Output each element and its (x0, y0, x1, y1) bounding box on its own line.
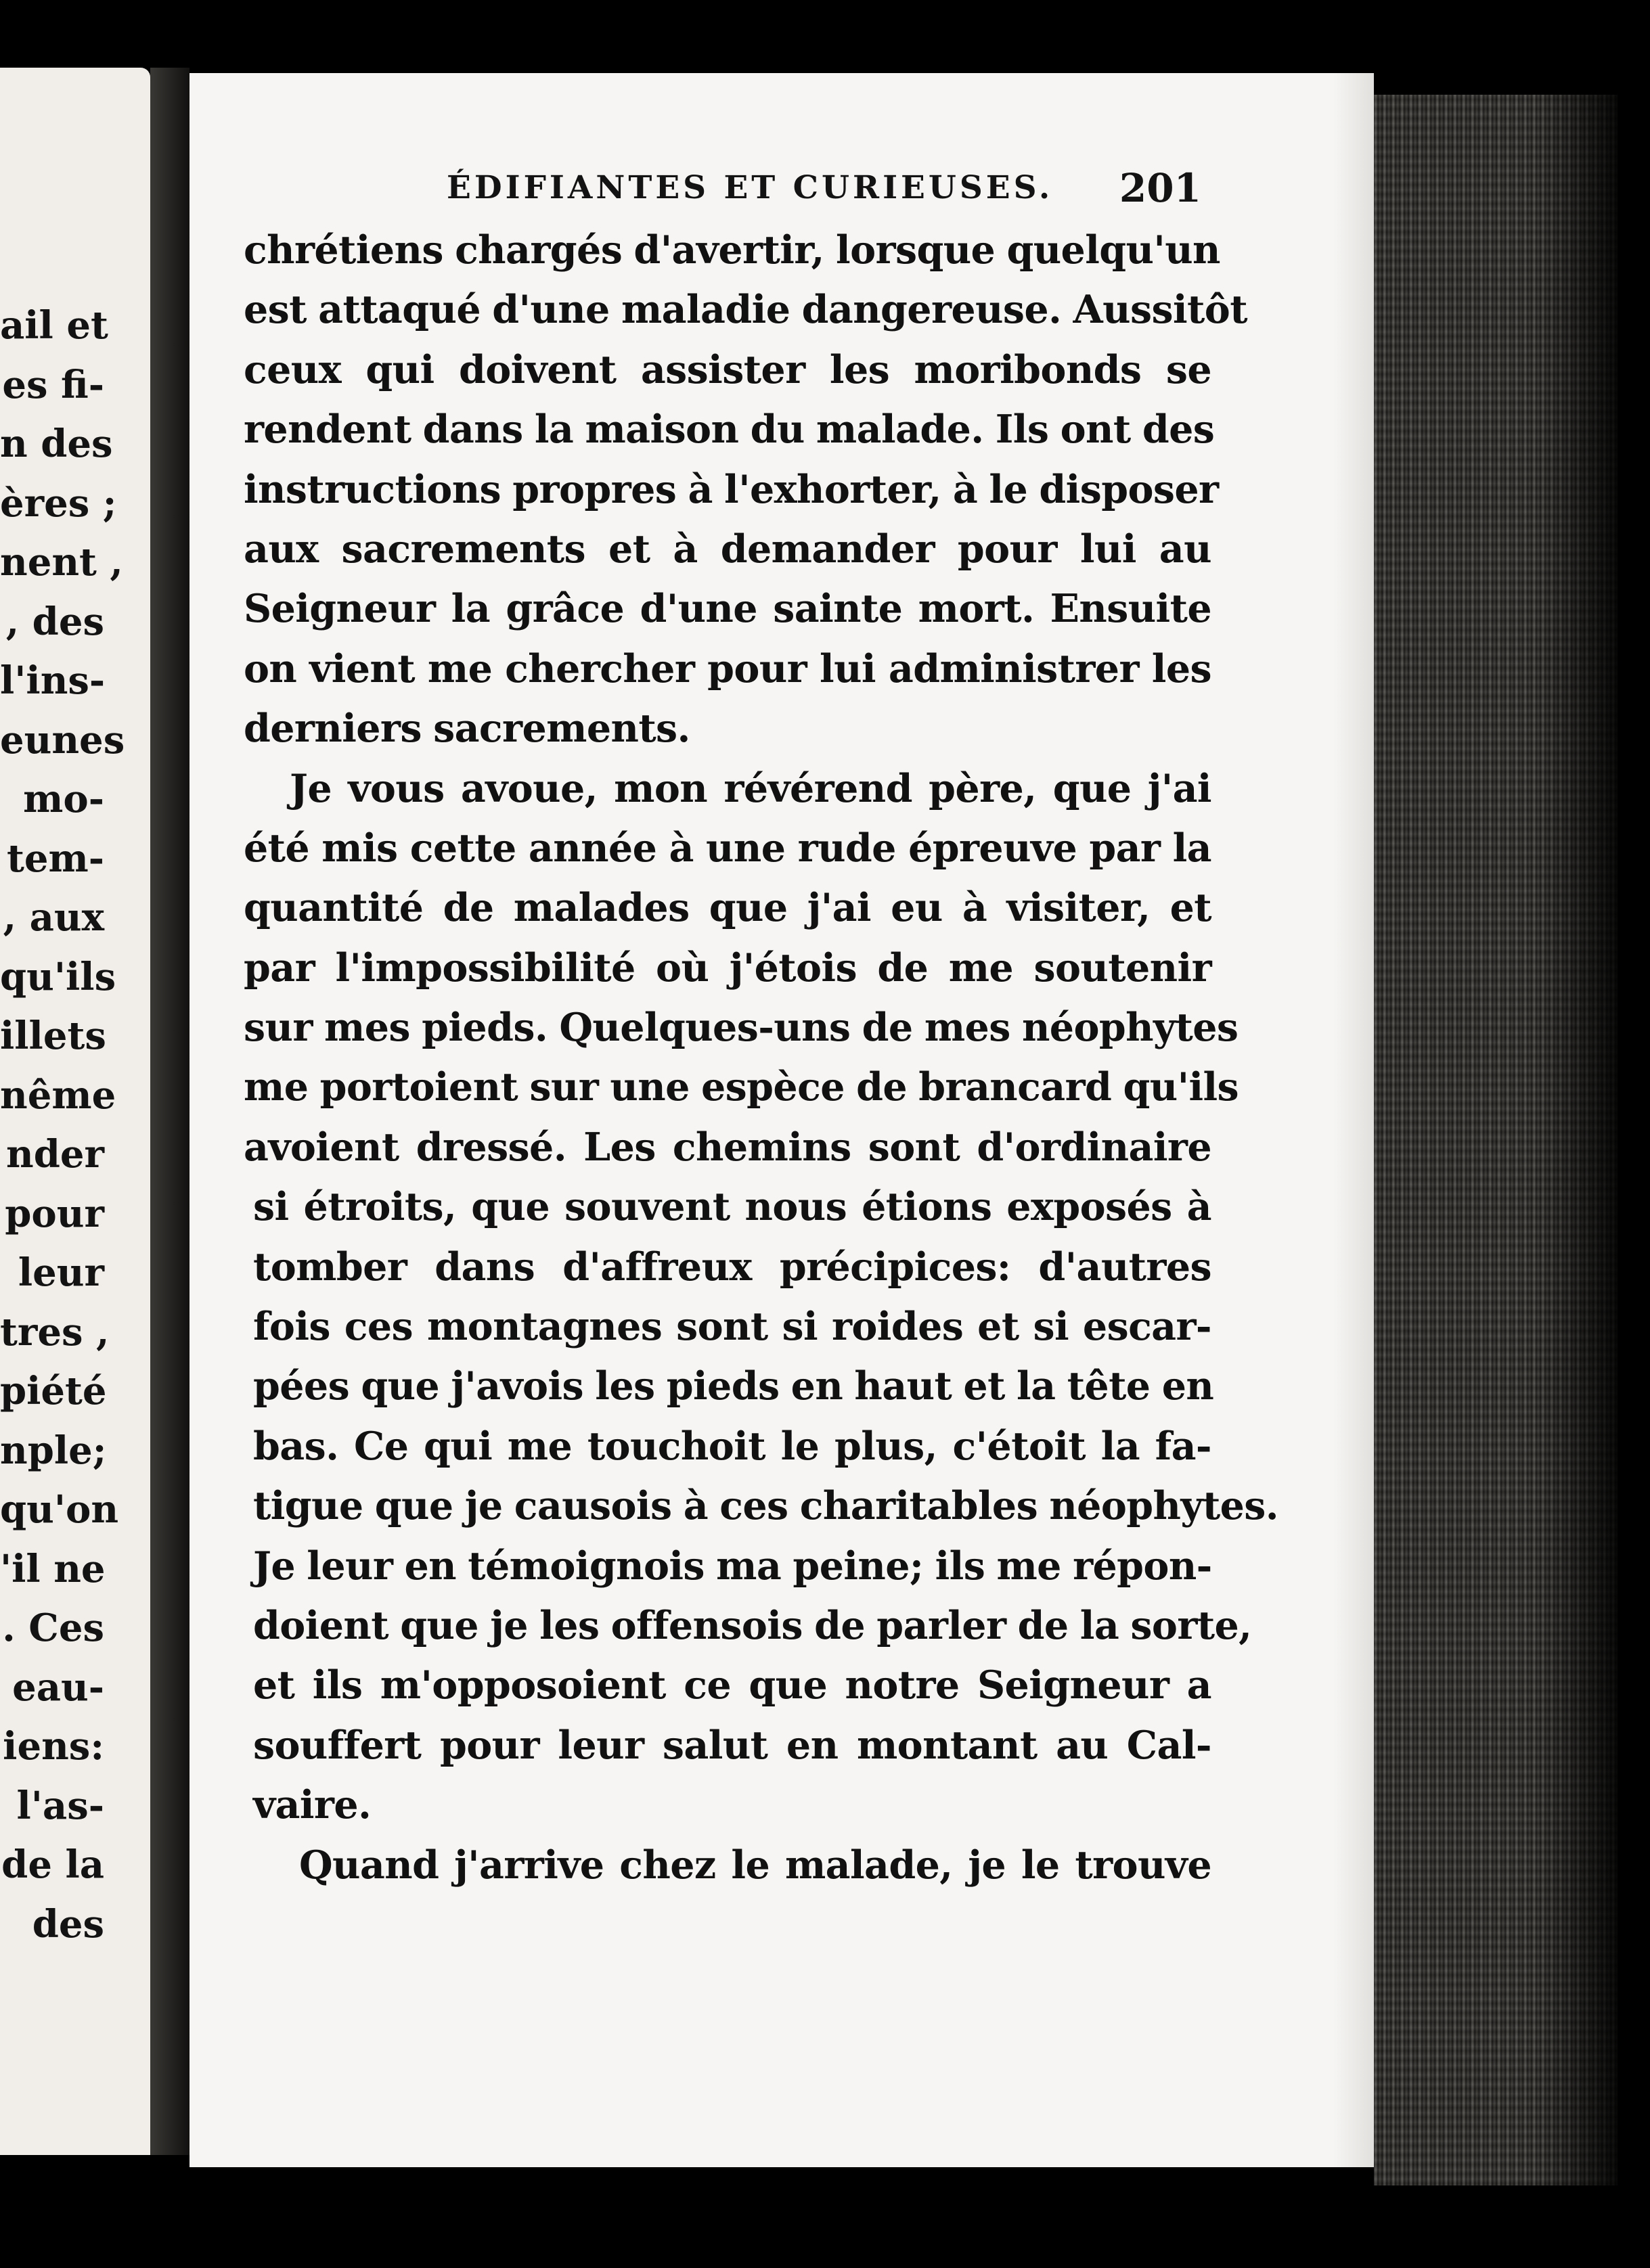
left-text-line: des (32, 1901, 104, 1947)
left-text-line: es fi- (2, 362, 104, 407)
text-line: quantité de malades que j'ai eu à visiter, et (244, 885, 1211, 931)
left-text-line: qu'ils (0, 954, 116, 999)
text-line: rendent dans la maison du malade. Ils ont des (244, 407, 1215, 453)
left-text-line: , des (5, 599, 104, 644)
paragraph-start-line: Quand j'arrive chez le malade, je le trouve (299, 1842, 1211, 1888)
left-text-line: nent , (0, 540, 123, 585)
text-line: instructions propres à l'exhorter, à le disposer (244, 466, 1219, 512)
text-line: vaire. (253, 1782, 372, 1828)
page-block-edge (1374, 95, 1618, 2185)
left-text-line: eau- (12, 1664, 104, 1710)
text-line: Je leur en témoignois ma peine; ils me répon- (253, 1543, 1212, 1589)
left-text-line: piété (0, 1369, 107, 1413)
left-text-line: illets (0, 1014, 106, 1058)
left-text-line: pour (5, 1191, 104, 1236)
left-text-line: n des (0, 422, 113, 466)
text-line: derniers sacrements. (244, 706, 690, 752)
page-header (257, 161, 1201, 215)
left-text-line: ail et (0, 303, 108, 348)
left-text-line: l'as- (16, 1783, 104, 1828)
text-line: souffert pour leur salut en montant au Cal- (253, 1722, 1211, 1768)
text-line: fois ces montagnes sont si roides et si escar- (253, 1304, 1211, 1350)
left-text-line: , aux (3, 895, 104, 940)
text-line: est attaqué d'une maladie dangereuse. Aussitôt (244, 287, 1247, 333)
left-text-line: l'ins- (0, 658, 106, 703)
text-line: tigue que je causois à ces charitables néophytes. (253, 1483, 1278, 1529)
text-line: on vient me chercher pour lui administrer les (244, 645, 1211, 691)
left-text-line: mo- (23, 777, 104, 821)
left-page (0, 68, 150, 2155)
text-line: tomber dans d'affreux précipices: d'autres (253, 1244, 1211, 1290)
left-page-text-fragments (0, 296, 150, 1954)
left-text-line: nder (5, 1132, 104, 1177)
text-line: doient que je les offensois de parler de la sorte, (253, 1602, 1252, 1648)
text-line: chrétiens chargés d'avertir, lorsque quelqu'un (244, 227, 1220, 273)
text-line: bas. Ce qui me touchoit le plus, c'étoit la fa- (253, 1423, 1211, 1469)
left-text-line: nple; (0, 1428, 107, 1473)
left-text-line: tem- (7, 836, 104, 881)
text-line: par l'impossibilité où j'étois de me soutenir (244, 945, 1211, 991)
left-text-line: iens: (3, 1724, 104, 1769)
left-text-line: . Ces (2, 1606, 104, 1650)
left-text-line: tres , (0, 1309, 110, 1355)
left-text-line: de la (1, 1842, 104, 1887)
page-number: 201 (1119, 165, 1201, 211)
text-line: Seigneur la grâce d'une sainte mort. Ensuite (244, 586, 1211, 632)
left-text-line: 'il ne (0, 1546, 106, 1591)
running-title: ÉDIFIANTES ET CURIEUSES. (447, 169, 1054, 206)
text-line: été mis cette année à une rude épreuve par la (244, 825, 1211, 871)
text-line: aux sacrements et à demander pour lui au (244, 526, 1211, 572)
text-line: pées que j'avois les pieds en haut et la tête en (253, 1363, 1214, 1409)
left-text-line: eunes (0, 717, 125, 763)
text-line: ceux qui doivent assister les moribonds se (244, 346, 1211, 392)
text-line: si étroits, que souvent nous étions exposés à (253, 1184, 1211, 1230)
text-line: me portoient sur une espèce de brancard qu'ils (244, 1064, 1239, 1110)
paragraph-start-line: Je vous avoue, mon révérend père, que j'ai (290, 765, 1211, 811)
left-text-line: nême (0, 1072, 116, 1118)
left-text-line: qu'on (0, 1487, 119, 1532)
text-line: avoient dressé. Les chemins sont d'ordinaire (244, 1124, 1211, 1170)
left-text-line: ères ; (0, 480, 117, 526)
left-text-line: leur (18, 1250, 104, 1295)
book-gutter (150, 68, 189, 2155)
text-line: et ils m'opposoient ce que notre Seigneur a (253, 1662, 1211, 1708)
text-line: sur mes pieds. Quelques-uns de mes néophytes (244, 1005, 1239, 1051)
body-text (244, 221, 1278, 1895)
